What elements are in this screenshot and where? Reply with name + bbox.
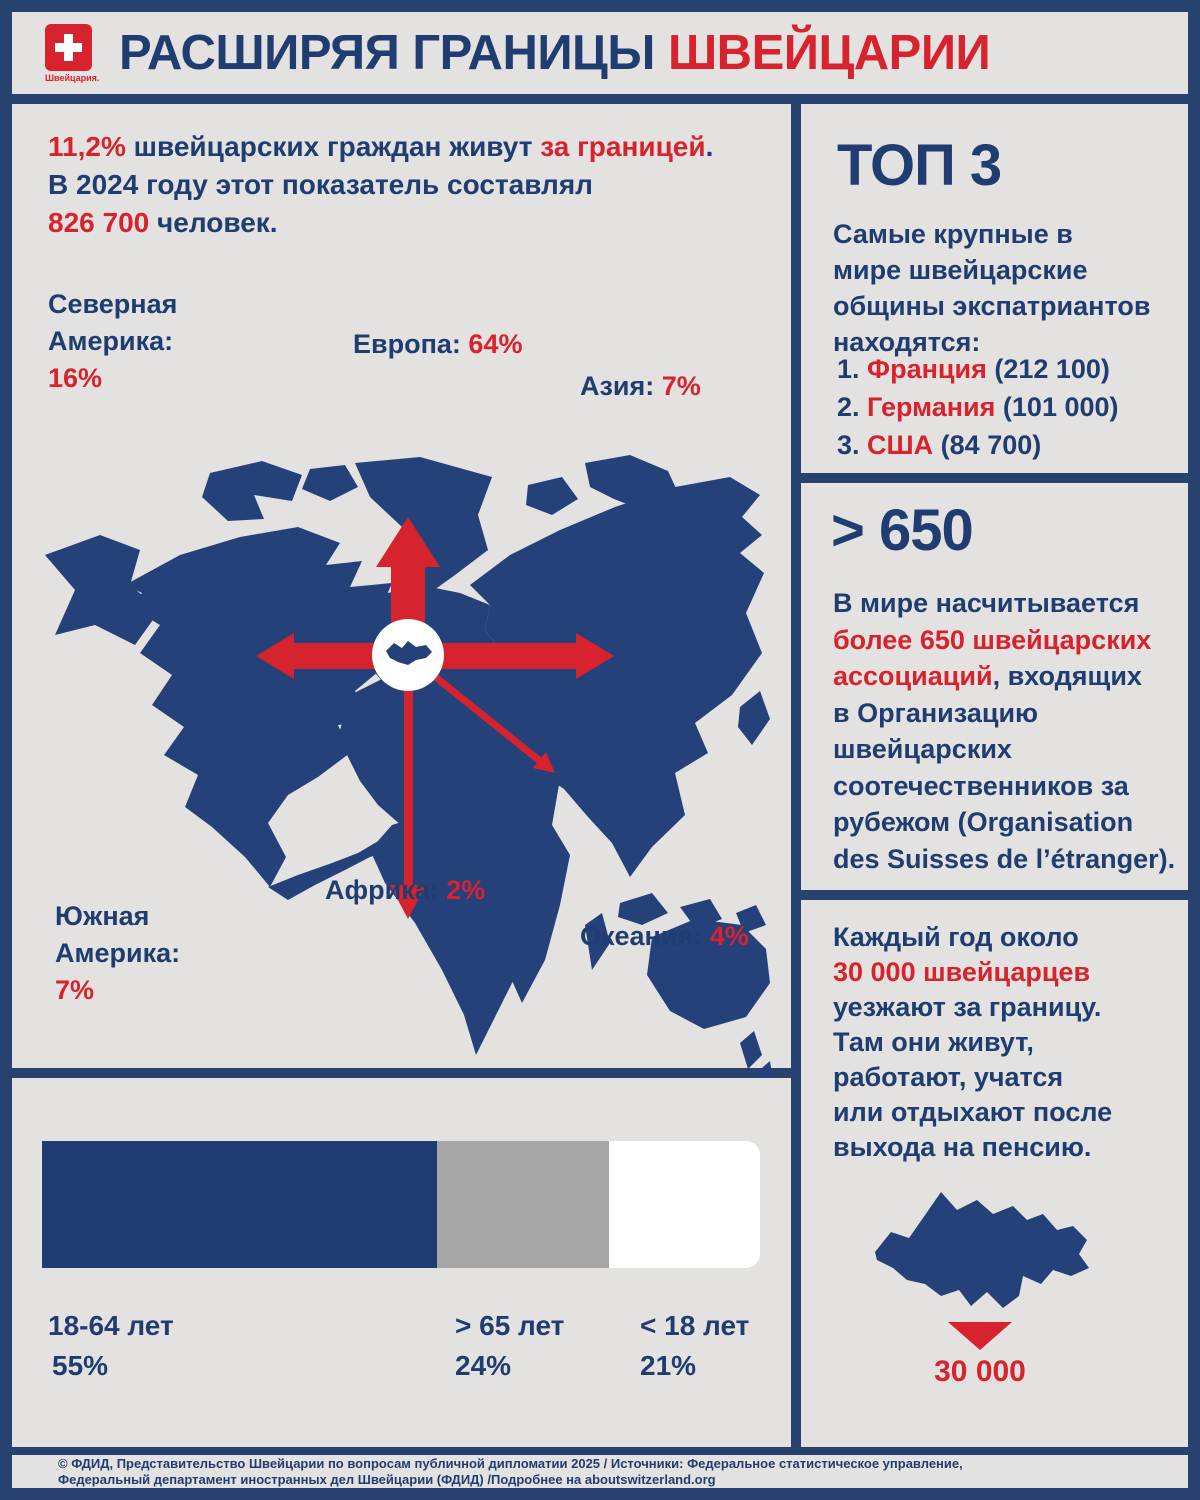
- label-africa: Африка: 2%: [325, 875, 486, 905]
- top3-subtitle: Самые крупные в мире швейцарские общины экспатриантов находятся:: [833, 219, 1151, 357]
- age-group-over-65: > 65 лет 24%: [455, 1306, 564, 1386]
- page-title: [119, 25, 990, 81]
- top3-item-usa: 3. США (84 700): [837, 430, 1042, 460]
- south-america-value: 7%: [55, 975, 95, 1005]
- label-oceania: Океания: 4%: [580, 921, 749, 951]
- age-value-under-18: 21%: [640, 1350, 697, 1381]
- swiss-logo: [45, 24, 105, 83]
- intro-line-1: 11,2% швейцарских граждан живут за границей.: [48, 131, 714, 162]
- intro-text: [48, 128, 760, 242]
- footer-bar: [12, 1455, 1188, 1488]
- title-accent: ШВЕЙЦАРИИ: [667, 26, 991, 80]
- top3-panel: [801, 104, 1188, 473]
- africa-value: 2%: [446, 875, 486, 905]
- footer-line-1: © ФДИД, Представительство Швейцарии по вопросам публичной дипломатии 2025 / Источники: Федеральное статистическое управление,: [58, 1455, 963, 1471]
- age-value-over-65: 24%: [455, 1350, 512, 1381]
- title-primary: РАСШИРЯЯ ГРАНИЦЫ: [119, 26, 668, 80]
- continent-new-zealand-north: [740, 1031, 762, 1069]
- asia-value: 7%: [661, 371, 701, 401]
- top3-item-germany: 2. Германия (101 000): [837, 392, 1119, 422]
- outflow-arrow-icon: [948, 1322, 1012, 1350]
- age-group-18-64: 18-64 лет 55%: [48, 1306, 174, 1386]
- switzerland-shape: [875, 1192, 1089, 1308]
- top3-title: ТОП 3: [837, 133, 1002, 198]
- bar-segment-under-18: [609, 1141, 760, 1268]
- associations-title: > 650: [831, 498, 973, 563]
- top3-list: [837, 350, 1119, 464]
- top3-item-france: 1. Франция (212 100): [837, 354, 1110, 384]
- intro-line-3: 826 700 человек.: [48, 207, 278, 238]
- bar-segment-over-65: [437, 1141, 609, 1268]
- oceania-value: 4%: [709, 921, 749, 951]
- label-europe: Европа: 64%: [353, 329, 523, 359]
- continent-japan: [738, 691, 770, 745]
- switzerland-map: [865, 1180, 1095, 1315]
- intro-line-2: В 2024 году этот показатель составлял: [48, 169, 593, 200]
- world-map-panel: [12, 104, 791, 1068]
- total-abroad-value: 826 700: [48, 207, 150, 238]
- age-stacked-bar: [42, 1141, 760, 1268]
- associations-panel: [801, 483, 1188, 890]
- label-south-america: Южная Америка: 7%: [55, 898, 180, 1009]
- continent-arctic-islands-2: [302, 465, 358, 501]
- footer-line-2: Федеральный департамент иностранных дел Швейцарии (ФДИД) /Подробнее на aboutswitzerland.org: [58, 1471, 716, 1487]
- associations-text: В мире насчитывается более 650 швейцарских ассоциаций, входящих в Организацию швейцарских соотечественников за рубежом (Organisation des Suisses de l’étranger).: [833, 588, 1176, 874]
- flag-cross-horizontal: [55, 43, 82, 52]
- logo-caption: Швейцария.: [45, 72, 100, 83]
- label-asia: Азия: 7%: [580, 371, 701, 401]
- label-north-america: Северная Америка: 16%: [48, 286, 177, 397]
- header-bar: [12, 12, 1188, 94]
- north-america-value: 16%: [48, 363, 103, 393]
- outflow-value: 30 000: [934, 1355, 1026, 1388]
- age-chart-panel: [12, 1078, 791, 1447]
- bar-segment-18-64: [42, 1141, 437, 1268]
- continent-arctic-islands: [202, 461, 302, 521]
- swiss-flag-icon: [45, 24, 92, 71]
- age-value-18-64: 55%: [52, 1350, 109, 1381]
- age-group-under-18: < 18 лет 21%: [640, 1306, 749, 1386]
- continent-iceland: [526, 477, 578, 515]
- europe-value: 64%: [468, 329, 523, 359]
- leavers-text: Каждый год около 30 000 швейцарцев уезжают за границу. Там они живут, работают, учатся или отдыхают после выхода на пенсию.: [833, 922, 1113, 1162]
- share-abroad-value: 11,2%: [48, 131, 126, 162]
- leavers-panel: [801, 900, 1188, 1447]
